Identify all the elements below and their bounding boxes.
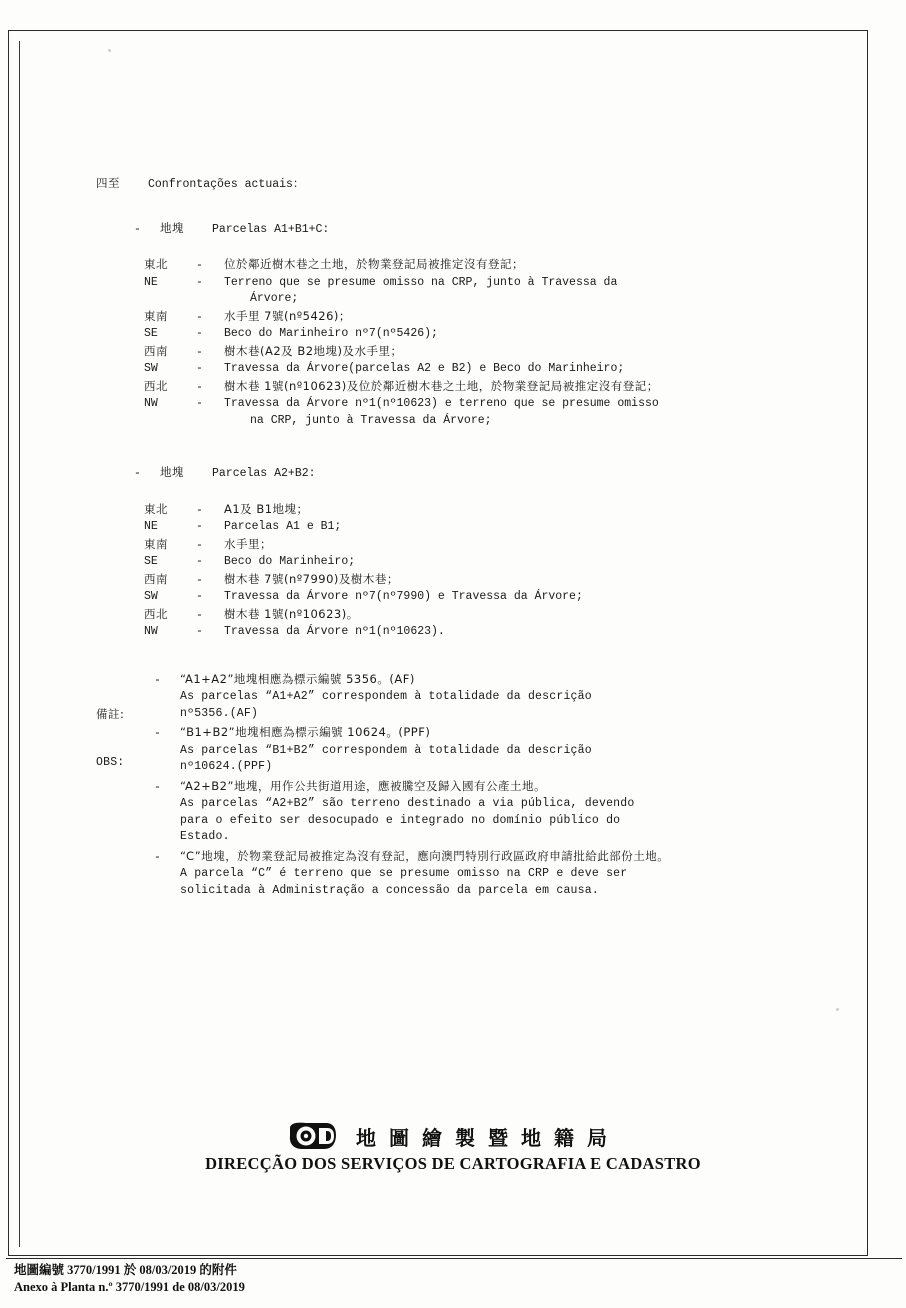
footer-block — [0, 1120, 906, 1174]
confrontation-text: Travessa da Árvore(parcelas A2 e B2) e Beco do Marinheiro; — [224, 362, 625, 375]
footer-inner — [205, 1120, 701, 1174]
heading-label-cjk: 四至 — [96, 176, 120, 190]
direction-label: 東北 — [144, 501, 168, 516]
row-dash: - — [196, 380, 203, 394]
row-dash: - — [196, 590, 203, 603]
direction-label: NE — [144, 520, 158, 533]
direction-label: NW — [144, 625, 158, 638]
confrontation-row — [144, 378, 816, 397]
direction-label: 東南 — [144, 536, 168, 551]
row-dash: - — [196, 573, 203, 587]
confrontation-text: 樹木巷 1號(nº10623)及位於鄰近樹木巷之土地，於物業登記局被推定沒有登記； — [224, 378, 659, 393]
observation-bullet: - — [154, 850, 161, 864]
row-dash: - — [196, 397, 203, 410]
observation-cjk-row — [154, 671, 816, 690]
annex-note-cjk: 地圖編號 3770/1991 於 08/03/2019 的附件 — [14, 1263, 237, 1277]
observations-block — [96, 671, 816, 902]
observation-item — [154, 778, 816, 846]
section-2-title-row — [134, 464, 816, 483]
section-1-bullet: - — [134, 222, 141, 236]
observation-text-pt: nº5356.(AF) — [180, 706, 259, 720]
confrontation-text: na CRP, junto à Travessa da Árvore; — [250, 413, 492, 427]
observation-text-cjk: “A2+B2”地塊，用作公共街道用途，應被騰空及歸入國有公產土地。 — [180, 778, 546, 793]
section-2-rows — [144, 501, 816, 641]
observation-item — [154, 671, 816, 723]
direction-label: SE — [144, 327, 158, 340]
section-spacer — [96, 429, 816, 455]
row-dash: - — [196, 345, 203, 359]
parcel-section-2 — [96, 464, 816, 641]
row-dash: - — [196, 520, 203, 533]
observation-text-pt: As parcelas “A1+A2” correspondem à totalidade da descrição — [180, 690, 592, 703]
direction-label: SW — [144, 590, 158, 603]
section-2-title-cjk: 地塊 — [160, 465, 184, 479]
observations-label-pt: OBS: — [96, 756, 125, 769]
confrontation-row — [144, 519, 816, 536]
observations-row — [96, 671, 816, 902]
confrontation-text: Parcelas A1 e B1; — [224, 520, 342, 533]
confrontation-row — [144, 624, 816, 641]
confrontation-text: 水手里 7號(nº5426)； — [224, 308, 351, 323]
observation-text-pt: nº10624.(PPF) — [180, 760, 273, 773]
confrontation-row — [144, 501, 816, 520]
direction-label: 西北 — [144, 606, 168, 621]
section-2-title-pt: Parcelas A2+B2: — [212, 467, 316, 480]
row-dash: - — [196, 275, 203, 289]
confrontation-row — [144, 571, 816, 590]
confrontation-text: Travessa da Árvore nº1(nº10623). — [224, 625, 445, 638]
confrontation-row — [144, 396, 816, 413]
section-1-title-row — [134, 220, 816, 239]
parcel-section-1 — [96, 220, 816, 430]
direction-label: 西南 — [144, 571, 168, 586]
scan-speck — [108, 49, 111, 52]
observation-text-pt: para o efeito ser desocupado e integrado no domínio público do — [180, 813, 621, 827]
direction-label: SE — [144, 555, 158, 568]
footer-org-cjk: 地圖繪製暨地籍局 — [356, 1125, 620, 1150]
direction-label: SW — [144, 362, 158, 375]
row-dash: - — [196, 625, 203, 638]
confrontation-text: A1及 B1地塊； — [224, 501, 309, 516]
heading-label-pt: Confrontações actuais： — [148, 178, 305, 191]
observation-cjk-row — [154, 778, 816, 797]
confrontation-text: Beco do Marinheiro nº7(nº5426); — [224, 327, 438, 340]
row-dash: - — [196, 362, 203, 375]
confrontation-row — [144, 361, 816, 378]
section-1-title-pt: Parcelas A1+B1+C: — [212, 222, 330, 236]
row-dash: - — [196, 608, 203, 622]
row-dash: - — [196, 310, 203, 324]
observation-text-cjk: “B1+B2”地塊相應為標示編號 10624。(PPF) — [180, 725, 431, 739]
confrontation-row — [144, 275, 816, 292]
observation-text-pt: As parcelas “B1+B2” correspondem à totalidade da descrição — [180, 743, 592, 757]
section-1-rows — [144, 256, 816, 429]
row-dash: - — [196, 259, 203, 272]
confrontation-text: Travessa da Árvore nº7(nº7990) e Travessa da Árvore; — [224, 590, 583, 603]
confrontation-text: 水手里； — [224, 536, 272, 551]
direction-label: 東北 — [144, 257, 168, 271]
confrontation-text: Terreno que se presume omisso na CRP, junto à Travessa da — [224, 275, 618, 289]
observation-text-cjk: “A1+A2”地塊相應為標示編號 5356。(AF) — [180, 671, 415, 686]
observation-text-pt: As parcelas “A2+B2” são terreno destinado a via pública, devendo — [180, 797, 635, 810]
confrontation-row — [144, 589, 816, 606]
row-dash: - — [196, 555, 203, 568]
direction-label: 西北 — [144, 378, 168, 393]
observation-bullet: - — [154, 673, 161, 687]
observation-bullet: - — [154, 727, 161, 740]
row-dash: - — [196, 503, 203, 517]
confrontation-row — [144, 308, 816, 327]
observation-bullet: - — [154, 780, 161, 794]
confrontation-text: 樹木巷(A2及 B2地塊)及水手里； — [224, 343, 403, 358]
confrontation-row — [144, 256, 816, 275]
direction-label: NW — [144, 397, 158, 410]
section-heading — [96, 175, 816, 194]
confrontation-row — [144, 326, 816, 343]
row-dash: - — [196, 327, 203, 340]
direction-label: NE — [144, 275, 158, 289]
document-content — [96, 175, 816, 901]
bottom-divider — [6, 1258, 902, 1259]
observations-items — [154, 671, 816, 902]
annex-note — [14, 1262, 614, 1296]
observation-item — [154, 724, 816, 776]
confrontation-text: 位於鄰近樹木巷之土地，於物業登記局被推定沒有登記； — [224, 257, 524, 271]
observation-cjk-row — [154, 848, 816, 867]
observation-item — [154, 848, 816, 900]
section-spacer — [96, 455, 816, 464]
observation-text-pt: A parcela “C” é terreno que se presume omisso na CRP e deve ser — [180, 867, 628, 880]
confrontation-row — [144, 536, 816, 555]
confrontation-row — [144, 554, 816, 571]
confrontation-row-cont — [144, 291, 816, 308]
observation-text-pt: Estado. — [180, 830, 230, 843]
annex-note-pt: Anexo à Planta n.º 3770/1991 de 08/03/2019 — [14, 1280, 245, 1294]
confrontation-text: Beco do Marinheiro; — [224, 555, 356, 568]
direction-label: 西南 — [144, 343, 168, 358]
confrontation-text: Travessa da Árvore nº1(nº10623) e terreno que se presume omisso — [224, 397, 659, 410]
confrontation-row — [144, 343, 816, 362]
direction-label: 東南 — [144, 308, 168, 323]
footer-org-pt: DIRECÇÃO DOS SERVIÇOS DE CARTOGRAFIA E CADASTRO — [205, 1154, 701, 1173]
confrontation-row — [144, 606, 816, 625]
observation-text-pt: solicitada à Administração a concessão da parcela em causa. — [180, 883, 599, 897]
section-1-title-cjk: 地塊 — [160, 220, 184, 235]
confrontation-text: 樹木巷 7號(nº7990)及樹木巷； — [224, 571, 399, 586]
scan-speck — [836, 1008, 839, 1011]
observation-text-cjk: “C”地塊，於物業登記局被推定為沒有登記，應向澳門特別行政區政府申請批給此部份土地。 — [180, 848, 670, 863]
observation-cjk-row — [154, 724, 816, 743]
dscc-logo-icon — [286, 1120, 340, 1152]
confrontation-row-cont — [144, 413, 816, 430]
confrontation-text: 樹木巷 1號(nº10623)。 — [224, 606, 359, 621]
observations-label-cjk: 備註: — [96, 706, 125, 721]
section-2-bullet: - — [134, 467, 141, 480]
footer-logo-row — [205, 1120, 701, 1152]
confrontation-text: Árvore; — [250, 292, 299, 305]
row-dash: - — [196, 538, 203, 552]
observations-labels — [96, 673, 154, 805]
